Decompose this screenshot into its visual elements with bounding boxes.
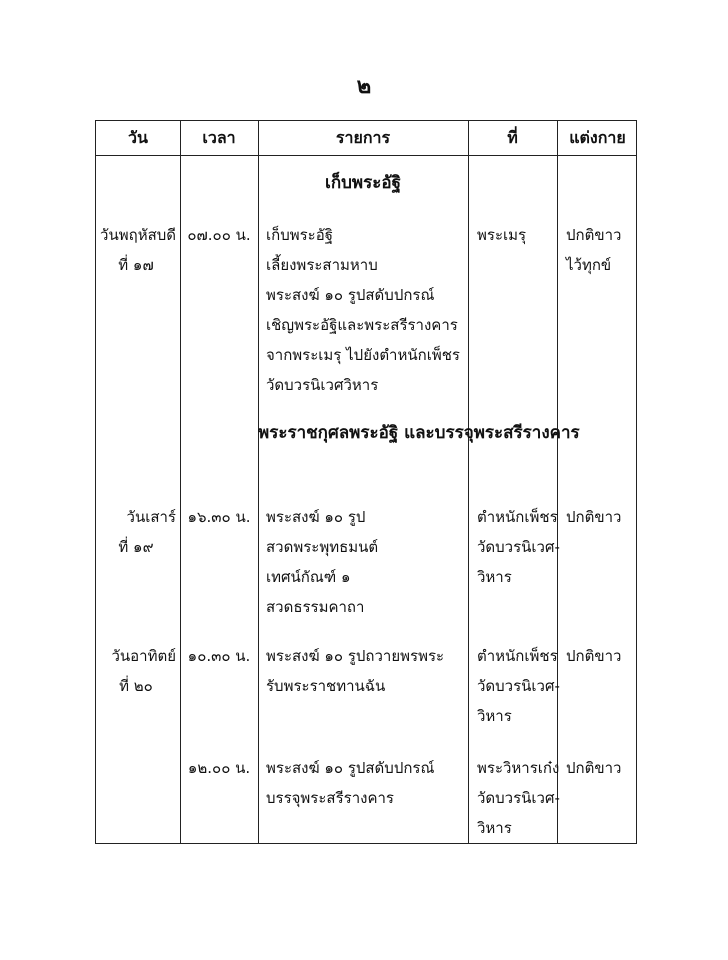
- page-number: ๒: [356, 74, 372, 99]
- item-line: สวดธรรมคาถา: [266, 598, 365, 616]
- place-line: พระเมรุ: [477, 226, 527, 244]
- item-line: พระสงฆ์ ๑๐ รูปสดับปกรณ์: [266, 286, 435, 304]
- column-divider: [468, 121, 469, 843]
- place-line: วัดบวรนิเวศ-: [477, 789, 560, 807]
- dress-cell: [566, 753, 621, 783]
- item-line: เลี้ยงพระสามหาบ: [266, 256, 378, 274]
- place-cell: [477, 502, 560, 592]
- header-dress: แต่งกาย: [569, 128, 626, 147]
- day-line: ที่ ๑๙: [118, 538, 154, 556]
- place-line: ตำหนักเพ็ชร: [477, 647, 558, 665]
- section-heading: [258, 167, 468, 199]
- item-line: พระสงฆ์ ๑๐ รูปถวายพรพระ: [266, 647, 445, 665]
- dress-cell: [566, 220, 621, 280]
- item-line: วัดบวรนิเวศวิหาร: [266, 376, 379, 394]
- item-line: รับพระราชทานฉัน: [266, 677, 386, 695]
- day-line: ที่ ๑๗: [118, 256, 154, 274]
- section-heading-line: พระราชกุศลพระอัฐิ: [258, 423, 399, 443]
- place-line: วัดบวรนิเวศ-: [477, 538, 560, 556]
- day-line: วันเสาร์: [126, 508, 176, 526]
- header-divider: [96, 155, 636, 156]
- item-line: พระสงฆ์ ๑๐ รูป: [266, 508, 366, 526]
- dress-cell: [566, 502, 621, 532]
- item-cell: [266, 220, 460, 400]
- item-cell: [266, 641, 444, 701]
- schedule-table: [95, 120, 637, 844]
- place-line: วัดบวรนิเวศ-: [477, 677, 560, 695]
- header-place: ที่: [507, 128, 518, 147]
- time-cell: ๑๖.๓๐ น.: [187, 508, 251, 526]
- column-divider: [557, 121, 558, 843]
- day-line: ที่ ๒๐: [119, 677, 153, 695]
- item-line: เชิญพระอัฐิและพระสรีรางคาร: [266, 316, 458, 334]
- day-line: วันอาทิตย์: [111, 647, 176, 665]
- time-cell: ๑๐.๓๐ น.: [187, 647, 251, 665]
- header-day: วัน: [128, 128, 148, 147]
- place-line: พระวิหารเก๋ง: [477, 759, 560, 777]
- item-line: เทศน์กัณฑ์ ๑: [266, 568, 351, 586]
- time-cell: ๐๗.๐๐ น.: [187, 226, 251, 244]
- dress-line: ปกติขาว: [566, 647, 622, 665]
- section-heading: [258, 417, 580, 449]
- dress-line: ไว้ทุกข์: [566, 256, 612, 274]
- place-line: วิหาร: [477, 819, 512, 837]
- item-line: เก็บพระอัฐิ: [266, 226, 334, 244]
- item-line: จากพระเมรุ ไปยังตำหนักเพ็ชร: [266, 346, 460, 364]
- place-line: ตำหนักเพ็ชร: [477, 508, 558, 526]
- day-cell: [96, 220, 176, 280]
- item-cell: [266, 753, 434, 813]
- time-cell: ๑๒.๐๐ น.: [187, 759, 251, 777]
- item-line: บรรจุพระสรีรางคาร: [266, 789, 394, 807]
- item-cell: [266, 502, 378, 622]
- day-cell: [96, 641, 176, 701]
- dress-line: ปกติขาว: [566, 226, 622, 244]
- dress-line: ปกติขาว: [566, 759, 622, 777]
- item-line: พระสงฆ์ ๑๐ รูปสดับปกรณ์: [266, 759, 435, 777]
- header-item: รายการ: [335, 128, 391, 147]
- dress-cell: [566, 641, 621, 671]
- place-cell: [477, 220, 526, 250]
- column-divider: [258, 121, 259, 843]
- place-line: วิหาร: [477, 568, 512, 586]
- section-heading-line: เก็บพระอัฐิ: [325, 173, 401, 193]
- item-line: สวดพระพุทธมนต์: [266, 538, 379, 556]
- place-line: วิหาร: [477, 707, 512, 725]
- place-cell: [477, 641, 560, 731]
- section-heading-line: และบรรจุพระสรีรางคาร: [404, 423, 580, 443]
- place-cell: [477, 753, 560, 843]
- day-cell: [96, 502, 176, 562]
- header-time: เวลา: [202, 128, 236, 147]
- dress-line: ปกติขาว: [566, 508, 622, 526]
- day-line: วันพฤหัสบดี: [100, 226, 176, 244]
